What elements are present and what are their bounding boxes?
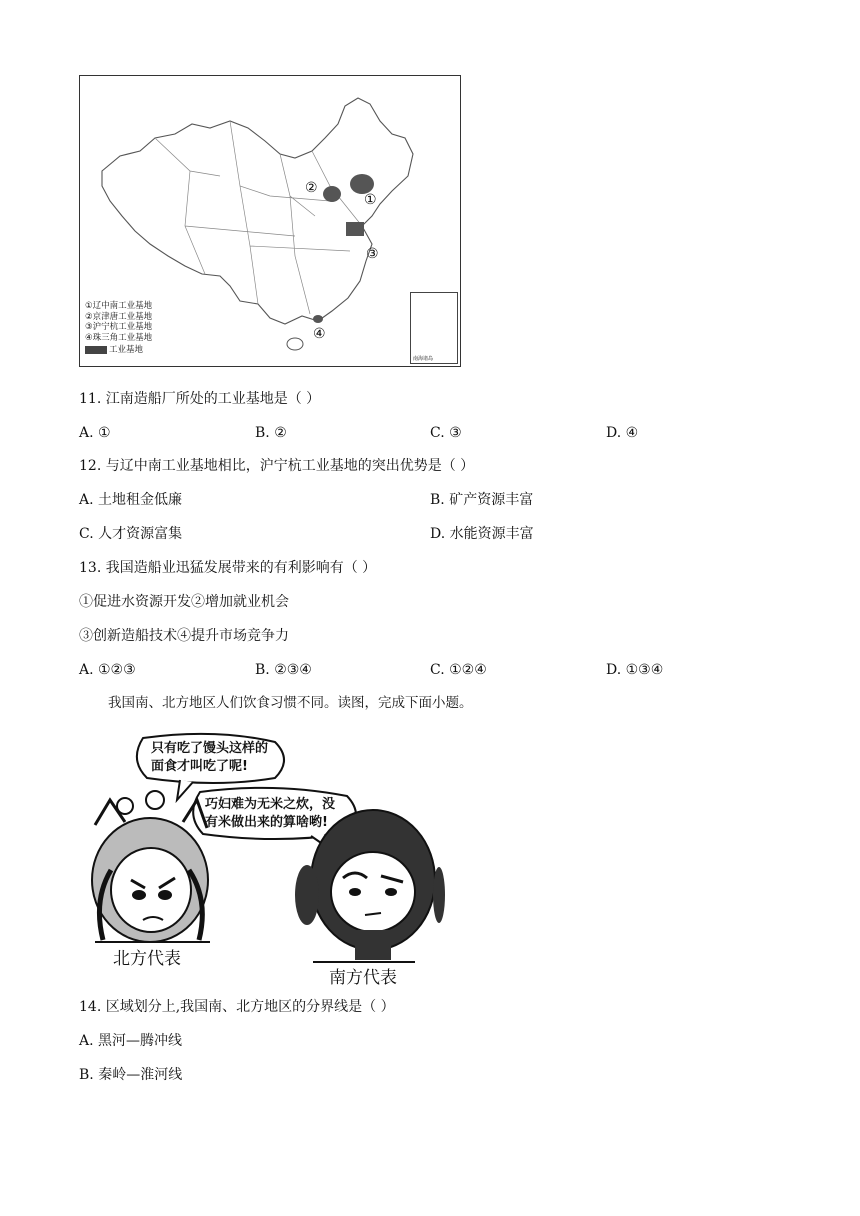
north-label: 北方代表 xyxy=(113,949,181,969)
north-speech-line: 面食才叫吃了呢! xyxy=(151,759,248,774)
q13-stem: 13. 我国造船业迅猛发展带来的有利影响有（ ） xyxy=(79,560,377,576)
south-speech-line: 巧妇难为无米之炊，没 xyxy=(205,797,336,812)
north-speech-bubble xyxy=(151,740,268,776)
marker-4: ④ xyxy=(313,326,326,342)
q13-statement-line-2: ③创新造船技术④提升市场竞争力 xyxy=(79,628,289,644)
group-intro: 我国南、北方地区人们饮食习惯不同。读图，完成下面小题。 xyxy=(108,695,473,711)
q13-option-c[interactable]: C. ①②④ xyxy=(430,662,487,678)
legend-item: ②京津唐工业基地 xyxy=(85,311,153,322)
map-legend xyxy=(85,301,152,356)
q11-option-d[interactable]: D. ④ xyxy=(606,425,639,441)
legend-item: ①辽中南工业基地 xyxy=(85,301,153,311)
north-speech-line: 只有吃了馒头这样的 xyxy=(151,741,269,756)
south-china-sea-inset xyxy=(410,292,458,364)
q11-option-c[interactable]: C. ③ xyxy=(430,425,462,441)
q12-option-a[interactable]: A. 土地租金低廉 xyxy=(79,492,183,508)
q11-stem: 11. 江南造船厂所处的工业基地是（ ） xyxy=(79,391,321,407)
marker-2: ② xyxy=(305,180,318,196)
q11-option-b[interactable]: B. ② xyxy=(255,425,287,441)
q12-option-c[interactable]: C. 人才资源富集 xyxy=(79,526,183,542)
q14-stem: 14. 区域划分上,我国南、北方地区的分界线是（ ） xyxy=(79,999,395,1015)
legend-key: 工业基地 xyxy=(109,345,144,355)
q13-option-a[interactable]: A. ①②③ xyxy=(79,662,136,678)
q13-option-d[interactable]: D. ①③④ xyxy=(606,662,664,678)
south-speech-bubble xyxy=(205,796,335,832)
q12-option-d[interactable]: D. 水能资源丰富 xyxy=(430,526,534,542)
q12-stem: 12. 与辽中南工业基地相比，沪宁杭工业基地的突出优势是（ ） xyxy=(79,458,475,474)
q12-option-b[interactable]: B. 矿产资源丰富 xyxy=(430,492,534,508)
marker-3: ③ xyxy=(366,246,379,262)
south-speech-line: 有米做出来的算啥哟! xyxy=(205,815,328,830)
diet-cartoon xyxy=(85,730,445,988)
q11-option-a[interactable]: A. ① xyxy=(79,425,111,441)
south-label: 南方代表 xyxy=(329,968,397,988)
legend-item: ④珠三角工业基地 xyxy=(85,332,153,343)
inset-label: 南海诸岛 xyxy=(413,356,434,362)
china-industrial-base-map xyxy=(79,75,461,367)
q14-option-b[interactable]: B. 秦岭—淮河线 xyxy=(79,1067,183,1083)
legend-item: ③沪宁杭工业基地 xyxy=(85,322,153,332)
q13-statement-line-1: ①促进水资源开发②增加就业机会 xyxy=(79,594,289,610)
legend-swatch xyxy=(85,346,107,354)
marker-1: ① xyxy=(364,192,377,208)
q14-option-a[interactable]: A. 黑河—腾冲线 xyxy=(79,1033,183,1049)
q13-option-b[interactable]: B. ②③④ xyxy=(255,662,312,678)
